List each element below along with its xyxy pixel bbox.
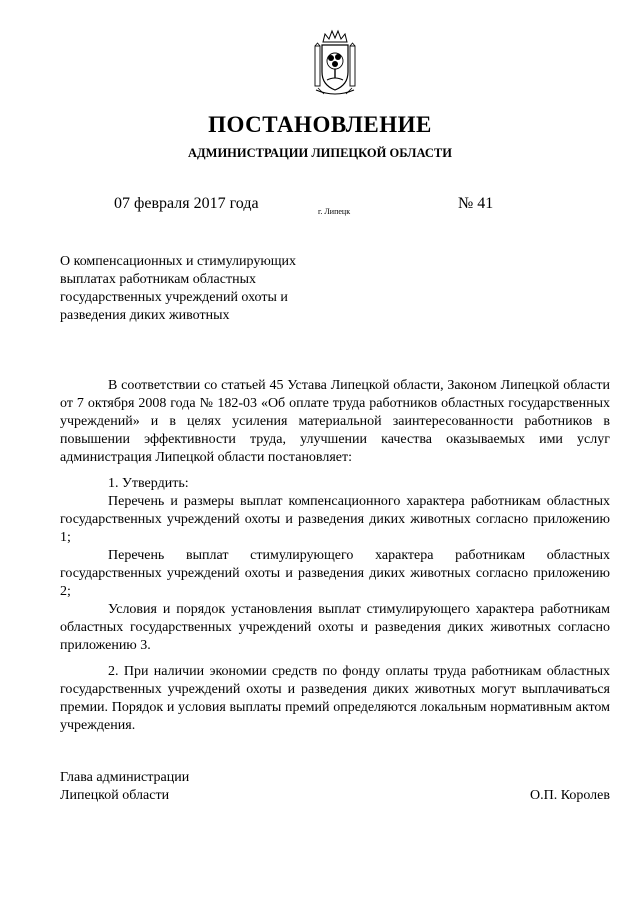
document-title: ПОСТАНОВЛЕНИЕ (208, 112, 432, 137)
item-1-appendix-1: Перечень и размеры выплат компенсационного характера работникам областных государственных учреждений охоты и разведения диких животных согласно приложению 1; (60, 494, 610, 545)
document-body (60, 377, 610, 735)
signer-name: О.П. Королев (530, 788, 610, 803)
document-place: г. Липецк (318, 207, 351, 216)
subject-line: разведения диких животных (60, 308, 230, 323)
subject-line: О компенсационных и стимулирующих (60, 254, 297, 269)
subject-line: выплатах работникам областных (60, 272, 256, 287)
subject-line: государственных учреждений охоты и (60, 290, 288, 305)
item-1-appendix-2: Перечень выплат стимулирующего характера работникам областных государственных учреждений охоты и разведения диких животных согласно приложению 2; (60, 548, 610, 599)
signer-position-line: Липецкой области (60, 788, 170, 803)
coat-of-arms-emblem (310, 28, 360, 98)
document-number: № 41 (458, 195, 494, 212)
item-2-paragraph: 2. При наличии экономии средств по фонду оплаты труда работникам областных государственных учреждений охоты и разведения диких животных могут выплачиваться премии. Порядок и условия выплаты премий определяются локальным нормативным актом учреждения. (60, 664, 610, 733)
preamble-paragraph: В соответствии со статьей 45 Устава Липецкой области, Законом Липецкой области от 7 октября 2008 года № 182-03 «Об оплате труда работников областных государственных учреждений» и в целях усиления материальной заинтересованности работников в повышении эффективности труда, улучшении качества оказываемых ими услуг администрация Липецкой области постановляет: (60, 378, 610, 465)
signer-position-line: Глава администрации (60, 770, 190, 785)
signer-position (60, 769, 189, 805)
document-subject (60, 253, 330, 325)
document-date: 07 февраля 2017 года (114, 195, 259, 212)
item-1-heading: 1. Утвердить: (108, 476, 189, 491)
document-issuer: АДМИНИСТРАЦИИ ЛИПЕЦКОЙ ОБЛАСТИ (188, 146, 452, 160)
item-1-appendix-3: Условия и порядок установления выплат стимулирующего характера работникам областных государственных учреждений охоты и разведения диких животных согласно приложению 3. (60, 602, 610, 653)
